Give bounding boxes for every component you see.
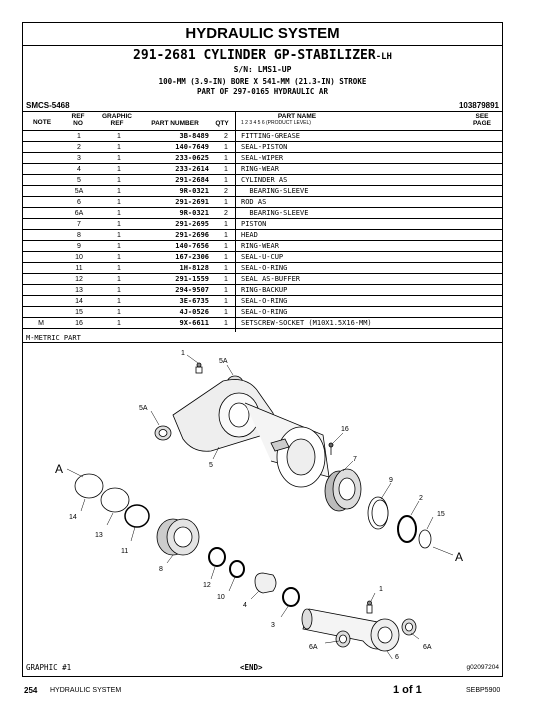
col-graphic-2: REF (110, 120, 124, 127)
graphic-ref-cell: 1 (99, 307, 139, 318)
graphic-number: g02097204 (466, 664, 499, 671)
col-part-number: PART NUMBER (151, 120, 199, 127)
qty-cell: 1 (215, 307, 237, 318)
ref-no-cell: 3 (59, 153, 99, 164)
qty-cell: 1 (215, 219, 237, 230)
ref-no-cell: 4 (59, 164, 99, 175)
part-name-cell: FITTING-GREASE (237, 131, 502, 142)
graphic-ref-cell: 1 (99, 142, 139, 153)
ref-no-cell: 6 (59, 197, 99, 208)
qty-cell: 1 (215, 318, 237, 329)
note-cell (23, 208, 59, 219)
table-row (23, 252, 502, 263)
part-number-cell: 233-0625 (139, 153, 215, 164)
callout-13: 13 (95, 532, 103, 539)
part-number-cell: 233-2614 (139, 164, 215, 175)
footer-section: HYDRAULIC SYSTEM (50, 687, 122, 694)
note-cell (23, 131, 59, 142)
table-row (23, 208, 502, 219)
seal-buffer (209, 548, 225, 566)
head (157, 519, 199, 555)
callout-1-bottom: 1 (379, 586, 383, 593)
cylinder-spec: 100-MM (3.9-IN) BORE X 541-MM (21.3-IN) STROKE (158, 77, 367, 86)
ref-no-cell: 10 (59, 252, 99, 263)
table-row (23, 219, 502, 230)
note-cell (23, 142, 59, 153)
part-number-cell: 140-7656 (139, 241, 215, 252)
graphic-ref-cell: 1 (99, 164, 139, 175)
ref-no-cell: 5A (59, 186, 99, 197)
footer-page-of: 1 of 1 (393, 684, 422, 696)
grease-fitting-bottom (367, 601, 372, 613)
graphic-ref-cell: 1 (99, 153, 139, 164)
graphic-ref-cell: 1 (99, 252, 139, 263)
part-number-cell: 291-1559 (139, 274, 215, 285)
cylinder-body (173, 380, 329, 488)
qty-cell: 1 (215, 230, 237, 241)
part-name-cell: ROD AS (237, 197, 502, 208)
bearing-sleeve-left (155, 426, 171, 440)
callout-3: 3 (271, 622, 275, 629)
part-name-cell: PISTON (237, 219, 502, 230)
qty-cell: 1 (215, 274, 237, 285)
callout-15: 15 (437, 511, 445, 518)
backup-ring-13 (101, 488, 129, 512)
callout-7: 7 (353, 456, 357, 463)
ref-no-cell: 6A (59, 208, 99, 219)
qty-cell: 1 (215, 241, 237, 252)
callout-10: 10 (217, 594, 225, 601)
callout-6a-left: 6A (309, 644, 318, 651)
smcs-code: SMCS-5468 (26, 101, 70, 110)
table-row (23, 230, 502, 241)
note-cell (23, 241, 59, 252)
col-see-2: PAGE (473, 120, 491, 127)
qty-cell: 1 (215, 252, 237, 263)
bearing-sleeve-rod-right (402, 619, 416, 635)
callout-9: 9 (389, 477, 393, 484)
ref-no-cell: 8 (59, 230, 99, 241)
note-cell (23, 197, 59, 208)
col-ref-2: NO (73, 120, 83, 127)
note-cell (23, 307, 59, 318)
exploded-view-diagram (23, 343, 502, 659)
part-number-cell: 291-2696 (139, 230, 215, 241)
note-cell (23, 263, 59, 274)
ref-no-cell: 1 (59, 131, 99, 142)
qty-cell: 1 (215, 164, 237, 175)
ref-no-cell: 16 (59, 318, 99, 329)
part-number-cell: 1H-8128 (139, 263, 215, 274)
part-name-cell: CYLINDER AS (237, 175, 502, 186)
table-row (23, 274, 502, 285)
ref-no-cell: 15 (59, 307, 99, 318)
section-marker-a-left: A (55, 462, 64, 476)
graphic-ref-cell: 1 (99, 241, 139, 252)
section-title: HYDRAULIC SYSTEM (23, 23, 502, 46)
table-row (23, 175, 502, 186)
callout-2: 2 (419, 495, 423, 502)
callout-16: 16 (341, 426, 349, 433)
part-number-cell: 3B-8489 (139, 131, 215, 142)
qty-cell: 2 (215, 208, 237, 219)
part-name-cell: SEAL-O-RING (237, 296, 502, 307)
document-number: 103879891 (458, 101, 499, 110)
part-number-cell: 9X-6611 (139, 318, 215, 329)
setscrew (329, 443, 333, 455)
parts-table (23, 131, 502, 329)
note-cell (23, 285, 59, 296)
footer-page-number: 254 (24, 686, 38, 695)
callout-5a-left: 5A (139, 405, 148, 412)
part-title-main: 291-2681 CYLINDER GP-STABILIZER (133, 48, 376, 63)
callout-4: 4 (243, 602, 247, 609)
part-number-cell: 167-2306 (139, 252, 215, 263)
callout-11: 11 (121, 548, 129, 555)
graphic-ref-cell: 1 (99, 296, 139, 307)
footer-doc-code: SEBP5900 (466, 687, 501, 694)
part-number-cell: 140-7649 (139, 142, 215, 153)
graphic-ref-cell: 1 (99, 186, 139, 197)
qty-cell: 1 (215, 263, 237, 274)
qty-cell: 1 (215, 285, 237, 296)
col-graphic-1: GRAPHIC (102, 113, 132, 120)
graphic-ref-cell: 1 (99, 175, 139, 186)
ref-no-cell: 12 (59, 274, 99, 285)
part-title (23, 48, 502, 63)
qty-cell: 1 (215, 142, 237, 153)
ref-no-cell: 9 (59, 241, 99, 252)
metric-note: M-METRIC PART (26, 334, 81, 342)
part-number-cell: 9R-0321 (139, 208, 215, 219)
part-name-cell: BEARING-SLEEVE (237, 186, 502, 197)
table-row (23, 241, 502, 252)
table-row (23, 131, 502, 142)
bearing-sleeve-rod-left (336, 631, 350, 647)
note-cell (23, 219, 59, 230)
ref-no-cell: 13 (59, 285, 99, 296)
table-row (23, 285, 502, 296)
qty-cell: 1 (215, 153, 237, 164)
qty-cell: 2 (215, 131, 237, 142)
table-row (23, 197, 502, 208)
graphic-ref-cell: 1 (99, 263, 139, 274)
table-row (23, 164, 502, 175)
part-name-cell: HEAD (237, 230, 502, 241)
table-row (23, 318, 502, 329)
ref-no-cell: 7 (59, 219, 99, 230)
part-number-cell: 291-2691 (139, 197, 215, 208)
col-product-level: 1 2 3 4 5 6 (PRODUCT LEVEL) (241, 120, 311, 126)
part-name-cell: SEAL-U-CUP (237, 252, 502, 263)
part-name-cell: RING-WEAR (237, 164, 502, 175)
part-number-cell: 4J-0526 (139, 307, 215, 318)
col-see-1: SEE (475, 113, 489, 120)
callout-6a-right: 6A (423, 644, 432, 651)
part-name-cell: RING-WEAR (237, 241, 502, 252)
note-cell (23, 230, 59, 241)
part-title-suffix: -LH (375, 52, 392, 62)
graphic-ref-cell: 1 (99, 219, 139, 230)
note-cell (23, 296, 59, 307)
qty-cell: 1 (215, 296, 237, 307)
serial-number: S/N: LMS1-UP (233, 65, 292, 74)
graphic-ref-cell: 1 (99, 285, 139, 296)
col-ref-1: REF (71, 113, 85, 120)
col-qty: QTY (215, 120, 229, 127)
note-cell (23, 164, 59, 175)
callout-8: 8 (159, 566, 163, 573)
note-cell (23, 175, 59, 186)
graphic-ref-cell: 1 (99, 318, 139, 329)
grease-fitting-top (196, 363, 202, 373)
note-cell (23, 153, 59, 164)
table-row (23, 307, 502, 318)
o-ring-14 (75, 474, 103, 498)
callout-6: 6 (395, 654, 399, 659)
table-row (23, 263, 502, 274)
note-cell (23, 274, 59, 285)
note-cell (23, 186, 59, 197)
wear-ring-rod (255, 573, 276, 593)
graphic-ref-cell: 1 (99, 197, 139, 208)
callout-1-top: 1 (181, 350, 185, 357)
ref-no-cell: 5 (59, 175, 99, 186)
table-row (23, 186, 502, 197)
table-row (23, 153, 502, 164)
ref-no-cell: 11 (59, 263, 99, 274)
o-ring-11 (125, 505, 149, 527)
qty-cell: 1 (215, 175, 237, 186)
piston (325, 469, 361, 511)
callout-14: 14 (69, 514, 77, 521)
part-of-assembly: PART OF 297-0165 HYDRAULIC AR (197, 87, 328, 96)
col-part-name: PART NAME (277, 113, 317, 120)
callout-12: 12 (203, 582, 211, 589)
ref-no-cell: 14 (59, 296, 99, 307)
part-name-cell: SEAL-PISTON (237, 142, 502, 153)
end-marker: <END> (240, 663, 263, 672)
part-name-cell: RING-BACKUP (237, 285, 502, 296)
part-number-cell: 291-2684 (139, 175, 215, 186)
seal-piston (398, 516, 416, 542)
part-number-cell: 294-9507 (139, 285, 215, 296)
part-name-cell: BEARING-SLEEVE (237, 208, 502, 219)
ref-no-cell: 2 (59, 142, 99, 153)
part-name-cell: SETSCREW-SOCKET (M10X1.5X16-MM) (237, 318, 502, 329)
part-number-cell: 3E-6735 (139, 296, 215, 307)
callout-5a-top: 5A (219, 358, 228, 365)
graphic-ref-cell: 1 (99, 208, 139, 219)
qty-cell: 1 (215, 197, 237, 208)
table-header (23, 111, 502, 131)
wear-ring-piston (368, 497, 388, 529)
section-marker-a-right: A (455, 550, 464, 564)
note-cell: M (23, 318, 59, 329)
part-name-cell: SEAL-O-RING (237, 307, 502, 318)
callout-5: 5 (209, 462, 213, 469)
table-row (23, 142, 502, 153)
col-note: NOTE (32, 119, 52, 126)
part-number-cell: 9R-0321 (139, 186, 215, 197)
part-name-cell: SEAL AS-BUFFER (237, 274, 502, 285)
graphic-ref-cell: 1 (99, 131, 139, 142)
note-cell (23, 252, 59, 263)
part-name-cell: SEAL-WIPER (237, 153, 502, 164)
qty-cell: 2 (215, 186, 237, 197)
o-ring-15 (419, 530, 431, 548)
seal-wiper (283, 588, 299, 606)
part-number-cell: 291-2695 (139, 219, 215, 230)
graphic-label: GRAPHIC #1 (26, 663, 72, 672)
table-row (23, 296, 502, 307)
graphic-ref-cell: 1 (99, 230, 139, 241)
graphic-ref-cell: 1 (99, 274, 139, 285)
seal-u-cup (230, 561, 244, 577)
parts-page-frame (22, 22, 503, 677)
part-name-cell: SEAL-O-RING (237, 263, 502, 274)
